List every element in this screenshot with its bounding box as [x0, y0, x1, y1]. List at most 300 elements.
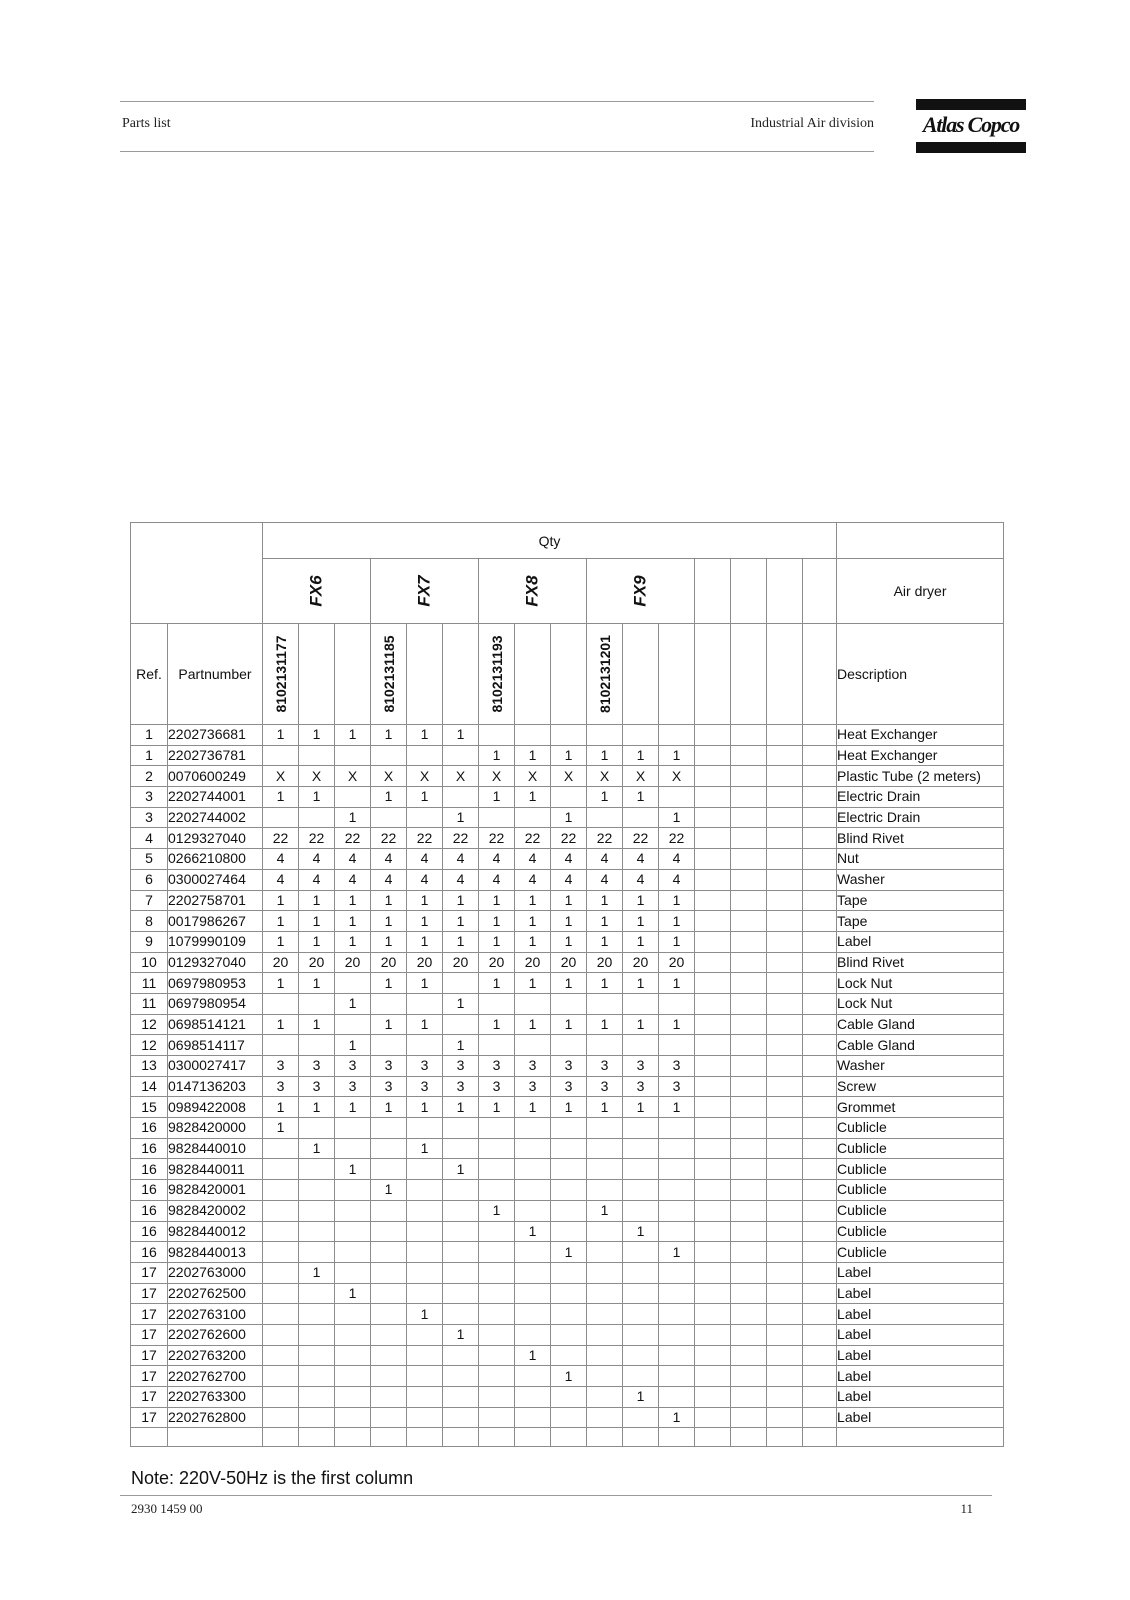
spare-cell	[767, 828, 803, 849]
spare-cell	[767, 952, 803, 973]
spare-cell	[695, 1097, 731, 1118]
qty-cell	[479, 1118, 515, 1139]
qty-cell: 20	[299, 952, 335, 973]
qty-cell: X	[407, 766, 443, 787]
spare-cell	[803, 1076, 837, 1097]
qty-cell	[299, 1200, 335, 1221]
partnumber-cell: 0147136203	[168, 1076, 263, 1097]
spare-cell	[803, 911, 837, 932]
description-cell: Cable Gland	[837, 1035, 1004, 1056]
qty-cell: 1	[515, 911, 551, 932]
ref-cell: 5	[131, 849, 168, 870]
empty-cell	[299, 1428, 335, 1447]
description-column-header: Description	[837, 624, 1004, 725]
description-cell: Label	[837, 1283, 1004, 1304]
qty-cell: 1	[479, 1014, 515, 1035]
qty-cell	[515, 725, 551, 746]
qty-cell	[623, 1345, 659, 1366]
qty-cell: 3	[443, 1056, 479, 1077]
qty-cell: 1	[659, 1097, 695, 1118]
qty-cell	[515, 1324, 551, 1345]
ref-cell: 16	[131, 1180, 168, 1201]
qty-cell: 3	[371, 1056, 407, 1077]
qty-cell	[443, 1138, 479, 1159]
spare-cell	[731, 1014, 767, 1035]
empty-cell	[695, 1428, 731, 1447]
qty-cell: 3	[371, 1076, 407, 1097]
spare-cell	[767, 1014, 803, 1035]
qty-cell: 22	[659, 828, 695, 849]
qty-cell	[299, 1180, 335, 1201]
qty-cell: 4	[371, 869, 407, 890]
qty-cell	[479, 1180, 515, 1201]
qty-cell: 4	[263, 849, 299, 870]
qty-cell: 1	[515, 1097, 551, 1118]
qty-cell	[659, 1200, 695, 1221]
description-cell: Plastic Tube (2 meters)	[837, 766, 1004, 787]
ref-cell: 16	[131, 1200, 168, 1221]
qty-cell: 1	[371, 725, 407, 746]
qty-cell	[407, 1180, 443, 1201]
qty-cell: 4	[371, 849, 407, 870]
empty-cell	[335, 1428, 371, 1447]
qty-cell	[587, 1304, 623, 1325]
table-row	[131, 1076, 1004, 1097]
qty-cell	[623, 1283, 659, 1304]
qty-cell	[515, 1283, 551, 1304]
qty-cell: 22	[407, 828, 443, 849]
spare-cell	[767, 993, 803, 1014]
spare-cell	[803, 952, 837, 973]
description-cell: Label	[837, 931, 1004, 952]
qty-cell: 1	[515, 1221, 551, 1242]
qty-cell	[335, 1262, 371, 1283]
model-spare-cell	[731, 559, 767, 624]
kit-number-header: 8102131193	[479, 624, 515, 725]
table-note: Note: 220V-50Hz is the first column	[131, 1468, 414, 1488]
partnumber-cell: 2202762500	[168, 1283, 263, 1304]
spare-cell	[803, 1283, 837, 1304]
spare-cell	[695, 1014, 731, 1035]
qty-cell: 1	[551, 890, 587, 911]
qty-cell: 1	[407, 973, 443, 994]
empty-cell	[803, 1428, 837, 1447]
qty-header: Qty	[263, 523, 837, 559]
qty-cell: 1	[443, 931, 479, 952]
qty-cell: 1	[479, 1200, 515, 1221]
qty-cell: 1	[407, 1138, 443, 1159]
qty-cell: 1	[371, 1180, 407, 1201]
qty-cell	[371, 1262, 407, 1283]
spare-cell	[695, 849, 731, 870]
qty-cell	[371, 1304, 407, 1325]
qty-cell: 1	[371, 973, 407, 994]
description-cell: Cable Gland	[837, 1014, 1004, 1035]
qty-cell	[299, 1407, 335, 1428]
qty-cell: 1	[479, 911, 515, 932]
table-row	[131, 931, 1004, 952]
spare-cell	[731, 1324, 767, 1345]
qty-cell: 1	[443, 911, 479, 932]
qty-cell	[479, 1242, 515, 1263]
qty-cell: 1	[335, 1035, 371, 1056]
qty-cell: 1	[515, 890, 551, 911]
spare-cell	[731, 1159, 767, 1180]
partnumber-cell: 0698514117	[168, 1035, 263, 1056]
qty-cell: 1	[479, 787, 515, 808]
qty-cell: 3	[623, 1056, 659, 1077]
empty-cell	[767, 1428, 803, 1447]
partnumber-cell: 0300027417	[168, 1056, 263, 1077]
partnumber-cell: 2202762700	[168, 1366, 263, 1387]
logo-wordmark: Atlas Copco	[922, 112, 1020, 137]
spare-cell	[767, 1345, 803, 1366]
qty-cell	[407, 1035, 443, 1056]
spare-cell	[767, 849, 803, 870]
spare-cell	[767, 1056, 803, 1077]
spare-cell	[695, 745, 731, 766]
spare-cell	[731, 745, 767, 766]
qty-cell	[587, 1324, 623, 1345]
qty-cell: 3	[335, 1056, 371, 1077]
table-row	[131, 869, 1004, 890]
description-cell: Lock Nut	[837, 993, 1004, 1014]
spare-cell	[803, 1097, 837, 1118]
table-row	[131, 849, 1004, 870]
qty-cell	[623, 1118, 659, 1139]
qty-cell	[263, 1304, 299, 1325]
qty-cell	[407, 745, 443, 766]
table-corner-cell	[131, 523, 263, 624]
table-row	[131, 1159, 1004, 1180]
qty-cell	[299, 1283, 335, 1304]
spare-cell	[803, 1159, 837, 1180]
qty-cell	[515, 1200, 551, 1221]
table-row	[131, 766, 1004, 787]
qty-cell	[407, 807, 443, 828]
qty-cell: 4	[263, 869, 299, 890]
qty-cell: 3	[515, 1056, 551, 1077]
spare-cell	[803, 1014, 837, 1035]
qty-cell: 1	[659, 911, 695, 932]
qty-cell: 1	[371, 787, 407, 808]
spare-cell	[695, 1283, 731, 1304]
spare-cell	[695, 1387, 731, 1408]
qty-cell: 1	[371, 1097, 407, 1118]
qty-cell	[479, 1262, 515, 1283]
qty-cell	[551, 1304, 587, 1325]
qty-cell	[263, 1138, 299, 1159]
qty-cell: 3	[299, 1076, 335, 1097]
qty-cell	[623, 725, 659, 746]
spare-cell	[767, 1324, 803, 1345]
qty-cell	[659, 993, 695, 1014]
spare-cell	[695, 766, 731, 787]
qty-cell: 1	[407, 911, 443, 932]
qty-cell	[263, 1283, 299, 1304]
qty-cell	[299, 1242, 335, 1263]
qty-cell: 3	[443, 1076, 479, 1097]
qty-cell	[263, 1180, 299, 1201]
qty-cell: 4	[623, 849, 659, 870]
spare-cell	[731, 828, 767, 849]
partnumber-cell: 2202763300	[168, 1387, 263, 1408]
qty-cell	[371, 1387, 407, 1408]
kit-column-cell	[803, 624, 837, 725]
empty-cell	[837, 1428, 1004, 1447]
qty-cell	[299, 1221, 335, 1242]
header-doc-title: Parts list	[122, 116, 171, 131]
header-division: Industrial Air division	[750, 116, 874, 131]
qty-cell: 1	[587, 745, 623, 766]
ref-cell: 17	[131, 1407, 168, 1428]
qty-cell: 1	[299, 1097, 335, 1118]
table-row	[131, 952, 1004, 973]
qty-cell: 1	[443, 807, 479, 828]
qty-cell: 1	[515, 1345, 551, 1366]
qty-cell	[587, 1138, 623, 1159]
spare-cell	[767, 1387, 803, 1408]
spare-cell	[803, 828, 837, 849]
qty-cell: 4	[479, 849, 515, 870]
qty-cell	[515, 807, 551, 828]
spare-cell	[695, 1118, 731, 1139]
empty-cell	[168, 1428, 263, 1447]
qty-cell: 1	[515, 931, 551, 952]
qty-cell: 1	[263, 911, 299, 932]
qty-cell: 1	[659, 745, 695, 766]
partnumber-cell: 9828420001	[168, 1180, 263, 1201]
spare-cell	[803, 1304, 837, 1325]
qty-cell	[623, 1035, 659, 1056]
empty-cell	[659, 1428, 695, 1447]
qty-cell	[335, 745, 371, 766]
spare-cell	[803, 1138, 837, 1159]
qty-cell: 4	[515, 869, 551, 890]
spare-cell	[731, 1407, 767, 1428]
qty-cell: 1	[407, 725, 443, 746]
qty-cell	[587, 1366, 623, 1387]
table-row	[131, 1014, 1004, 1035]
ref-cell: 17	[131, 1262, 168, 1283]
qty-cell	[515, 1180, 551, 1201]
partnumber-cell: 0070600249	[168, 766, 263, 787]
qty-cell	[479, 1283, 515, 1304]
spare-cell	[695, 1180, 731, 1201]
partnumber-cell: 0017986267	[168, 911, 263, 932]
qty-cell	[299, 1159, 335, 1180]
kit-number-header: 8102131201	[587, 624, 623, 725]
partnumber-cell: 1079990109	[168, 931, 263, 952]
table-row	[131, 890, 1004, 911]
qty-cell: 1	[335, 993, 371, 1014]
table-row-empty	[131, 1428, 1004, 1447]
qty-cell: 1	[515, 787, 551, 808]
empty-cell	[551, 1428, 587, 1447]
spare-cell	[731, 1221, 767, 1242]
qty-cell	[335, 1324, 371, 1345]
qty-cell: 1	[443, 890, 479, 911]
qty-cell: 4	[407, 849, 443, 870]
spare-cell	[695, 828, 731, 849]
ref-cell: 14	[131, 1076, 168, 1097]
qty-cell	[479, 1035, 515, 1056]
partnumber-cell: 9828440012	[168, 1221, 263, 1242]
qty-cell: 1	[443, 725, 479, 746]
qty-cell: 22	[623, 828, 659, 849]
qty-cell	[623, 1407, 659, 1428]
qty-cell: 22	[479, 828, 515, 849]
spare-cell	[731, 1387, 767, 1408]
description-cell: Electric Drain	[837, 807, 1004, 828]
qty-cell: 1	[371, 890, 407, 911]
qty-cell: 1	[263, 931, 299, 952]
spare-cell	[767, 869, 803, 890]
qty-cell	[515, 1035, 551, 1056]
qty-cell	[299, 1324, 335, 1345]
description-cell: Blind Rivet	[837, 828, 1004, 849]
qty-cell: 22	[371, 828, 407, 849]
qty-cell	[335, 1304, 371, 1325]
spare-cell	[695, 1407, 731, 1428]
ref-cell: 16	[131, 1138, 168, 1159]
spare-cell	[731, 931, 767, 952]
qty-cell: 20	[263, 952, 299, 973]
qty-cell	[407, 1200, 443, 1221]
ref-cell: 16	[131, 1159, 168, 1180]
spare-cell	[803, 1262, 837, 1283]
qty-cell	[587, 1035, 623, 1056]
qty-cell	[263, 1262, 299, 1283]
spare-cell	[767, 1242, 803, 1263]
qty-cell: 1	[623, 931, 659, 952]
qty-cell	[551, 1283, 587, 1304]
spare-cell	[803, 993, 837, 1014]
qty-cell	[515, 1304, 551, 1325]
qty-cell: 1	[623, 973, 659, 994]
qty-cell	[659, 1180, 695, 1201]
qty-cell: 4	[299, 869, 335, 890]
qty-cell	[407, 1407, 443, 1428]
spare-cell	[731, 1138, 767, 1159]
spare-cell	[695, 1200, 731, 1221]
table-row	[131, 1200, 1004, 1221]
qty-cell: 4	[335, 869, 371, 890]
kit-column-cell	[695, 624, 731, 725]
qty-cell	[659, 725, 695, 746]
qty-cell	[371, 1221, 407, 1242]
qty-cell	[371, 1366, 407, 1387]
description-cell: Heat Exchanger	[837, 745, 1004, 766]
partnumber-cell: 2202744002	[168, 807, 263, 828]
model-header-fx9: FX9	[587, 559, 695, 624]
qty-cell: 1	[335, 931, 371, 952]
qty-cell	[335, 1014, 371, 1035]
qty-cell: 4	[443, 869, 479, 890]
qty-cell	[623, 1200, 659, 1221]
qty-cell	[587, 1262, 623, 1283]
spare-cell	[731, 807, 767, 828]
qty-cell: 4	[443, 849, 479, 870]
ref-cell: 17	[131, 1366, 168, 1387]
qty-cell: 1	[479, 931, 515, 952]
qty-cell: 1	[587, 911, 623, 932]
qty-cell	[587, 1407, 623, 1428]
qty-cell: 20	[479, 952, 515, 973]
qty-cell: 1	[623, 745, 659, 766]
qty-cell: 3	[587, 1056, 623, 1077]
qty-cell: 1	[659, 1014, 695, 1035]
qty-cell	[443, 973, 479, 994]
qty-cell: 1	[479, 1097, 515, 1118]
qty-cell: 1	[371, 931, 407, 952]
ref-cell: 11	[131, 973, 168, 994]
kit-column-cell	[515, 624, 551, 725]
spare-cell	[731, 725, 767, 746]
qty-cell: 1	[623, 1387, 659, 1408]
spare-cell	[767, 766, 803, 787]
ref-cell: 10	[131, 952, 168, 973]
qty-cell	[371, 1200, 407, 1221]
qty-cell: 1	[551, 1242, 587, 1263]
qty-cell: 1	[479, 745, 515, 766]
qty-cell	[299, 807, 335, 828]
empty-cell	[731, 1428, 767, 1447]
qty-cell	[551, 787, 587, 808]
qty-cell	[263, 807, 299, 828]
qty-cell: 1	[263, 1097, 299, 1118]
qty-cell: 1	[587, 1014, 623, 1035]
qty-cell	[515, 1407, 551, 1428]
description-cell: Tape	[837, 911, 1004, 932]
qty-cell	[659, 1221, 695, 1242]
qty-cell: 3	[659, 1076, 695, 1097]
spare-cell	[767, 1407, 803, 1428]
qty-cell: 3	[659, 1056, 695, 1077]
qty-cell: X	[479, 766, 515, 787]
qty-cell	[623, 1180, 659, 1201]
kit-column-cell	[659, 624, 695, 725]
description-cell: Label	[837, 1366, 1004, 1387]
qty-cell: 20	[623, 952, 659, 973]
qty-cell	[263, 1345, 299, 1366]
spare-cell	[767, 973, 803, 994]
qty-cell: 1	[443, 1159, 479, 1180]
qty-cell	[587, 1159, 623, 1180]
model-header-fx7: FX7	[371, 559, 479, 624]
model-header-fx6: FX6	[263, 559, 371, 624]
description-cell: Electric Drain	[837, 787, 1004, 808]
description-cell: Label	[837, 1304, 1004, 1325]
qty-cell: X	[587, 766, 623, 787]
logo-bottom-bar	[916, 142, 1026, 153]
description-cell: Nut	[837, 849, 1004, 870]
qty-cell	[551, 1180, 587, 1201]
qty-cell	[263, 1221, 299, 1242]
kit-column-cell	[623, 624, 659, 725]
table-row	[131, 1035, 1004, 1056]
qty-cell	[551, 1345, 587, 1366]
qty-cell	[335, 1242, 371, 1263]
empty-cell	[515, 1428, 551, 1447]
spare-cell	[767, 1262, 803, 1283]
qty-cell: 1	[659, 1242, 695, 1263]
spare-cell	[731, 952, 767, 973]
table-row	[131, 1407, 1004, 1428]
qty-cell: X	[299, 766, 335, 787]
qty-cell	[515, 993, 551, 1014]
table-row	[131, 1221, 1004, 1242]
